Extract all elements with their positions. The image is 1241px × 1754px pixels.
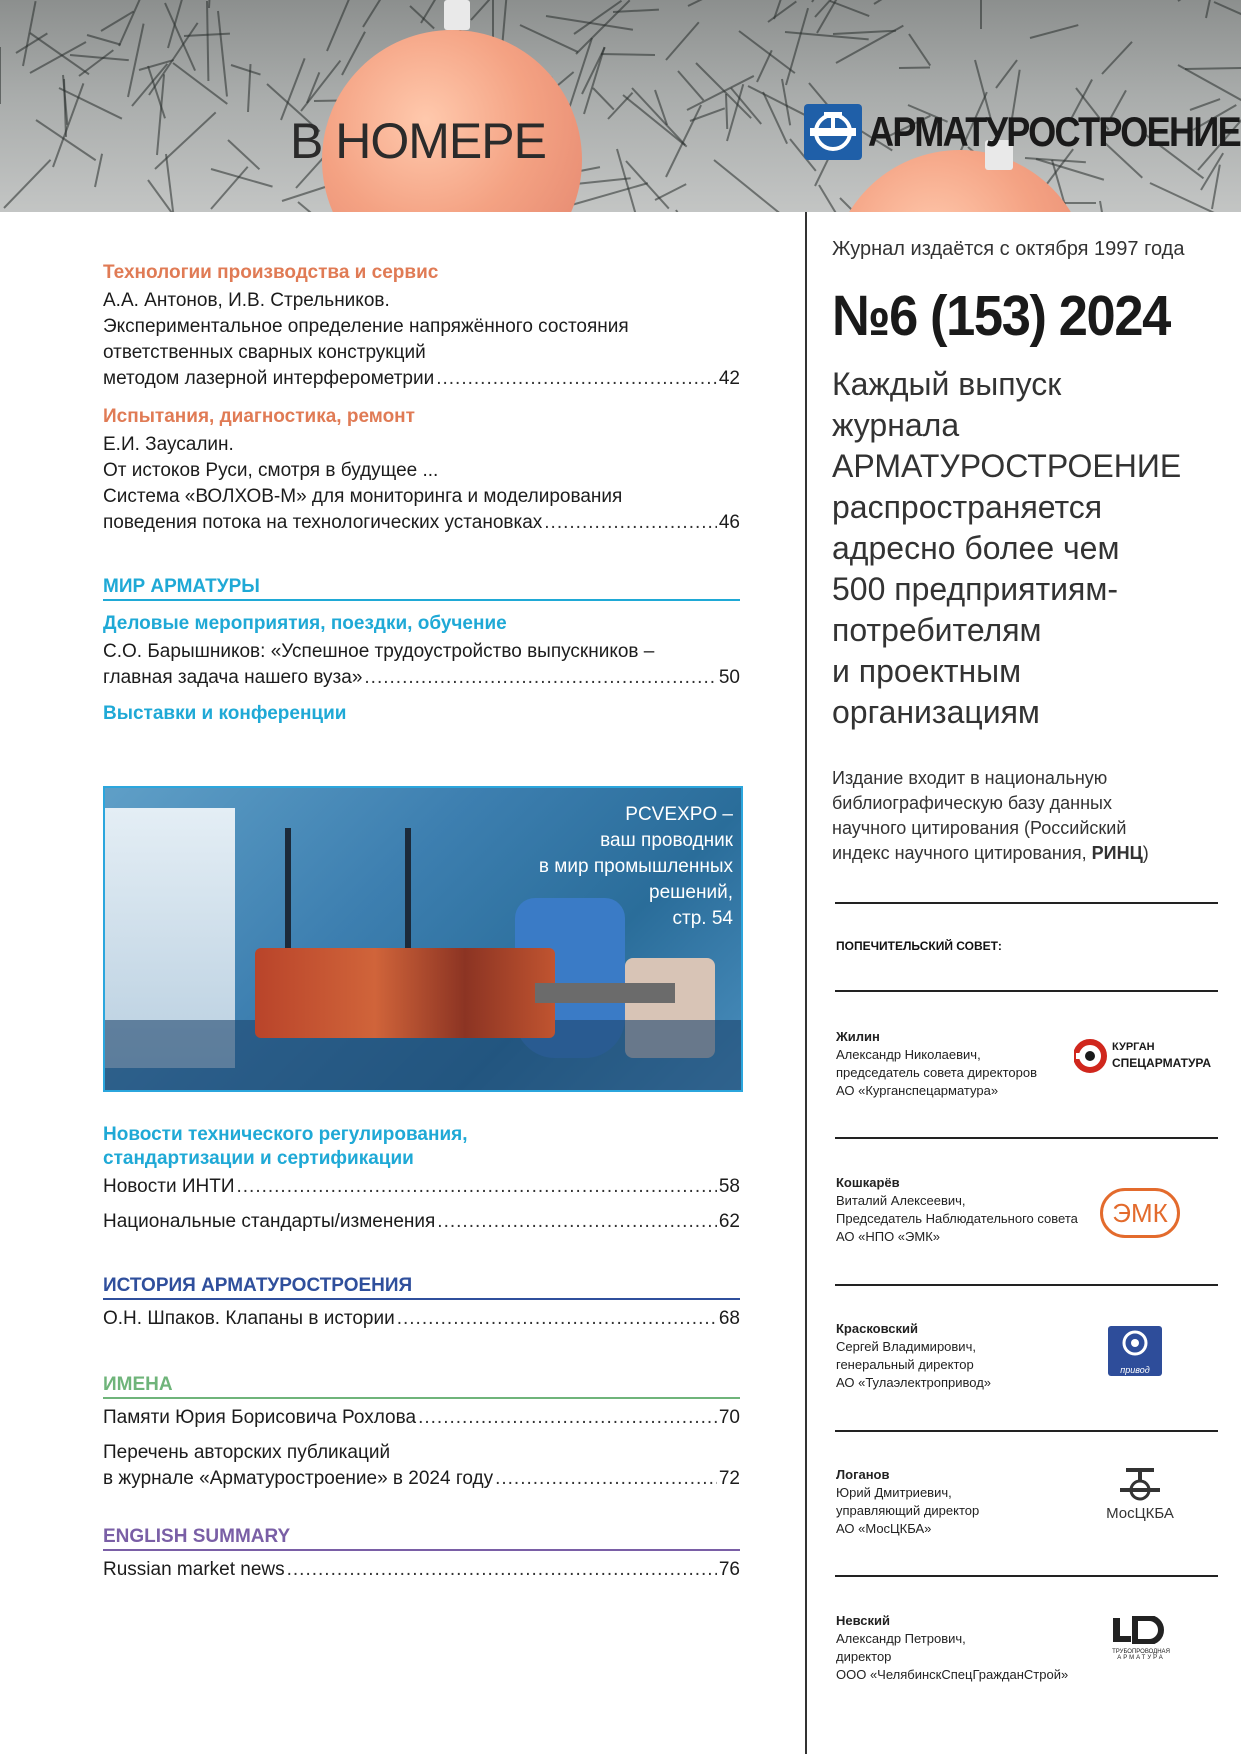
leader-dots	[436, 366, 717, 392]
pine-needle	[1025, 157, 1086, 163]
photo-frame	[405, 828, 411, 968]
pine-needle	[227, 139, 260, 170]
section-heading: Деловые мероприятия, поездки, обучение	[103, 613, 507, 634]
council-member: Невский Александр Петрович, директор ООО «ЧелябинскСпецГражданСтрой»	[836, 1613, 1069, 1682]
section-heading: Испытания, диагностика, ремонт	[103, 406, 415, 427]
ld-logo-icon: ТРУБОПРОВОДНАЯ АРМАТУРА	[1108, 1616, 1174, 1666]
pine-needle	[87, 34, 121, 46]
mosckba-logo-icon: МосЦКБА	[1090, 1466, 1190, 1526]
pine-needle	[59, 87, 123, 119]
pine-needle	[995, 59, 1018, 88]
pine-needle	[326, 0, 357, 51]
page-number: 68	[718, 1308, 740, 1329]
category-heading-mir: МИР АРМАТУРЫ	[103, 576, 740, 601]
toc-entry-title: С.О. Барышников: «Успешное трудоустройство выпускников –	[103, 641, 655, 662]
table-of-contents	[103, 262, 740, 725]
leader-dots	[364, 665, 716, 691]
pine-needle	[592, 87, 614, 110]
toc-entry-authors: Е.И. Заусалин.	[103, 434, 234, 455]
pine-needle	[1101, 41, 1132, 75]
privod-logo-icon: привод	[1108, 1326, 1162, 1376]
toc-entry-title: Russian market news	[103, 1559, 285, 1580]
leader-dots	[397, 1306, 717, 1332]
pine-needle	[3, 159, 51, 209]
page-number: 42	[718, 368, 740, 389]
photo-frame	[285, 828, 291, 968]
pine-needle	[1200, 153, 1224, 191]
pine-needle	[665, 22, 699, 61]
pine-needle	[738, 30, 795, 74]
council-title: ПОПЕЧИТЕЛЬСКИЙ СОВЕТ:	[836, 939, 1002, 953]
toc-entry-title: главная задача нашего вуза»	[103, 667, 363, 688]
publication-since: Журнал издаётся с октября 1997 года	[832, 238, 1185, 260]
header-banner	[0, 0, 1241, 212]
pine-needle	[172, 62, 228, 105]
rinc-notice: Издание входит в национальную библиографическую базу данных научного цитирования (Российский индекс научного цитирования, РИНЦ)	[832, 768, 1149, 863]
section-heading: стандартизации и сертификации	[103, 1148, 414, 1169]
pine-needle	[725, 94, 728, 129]
toc-entry-authors: А.А. Антонов, И.В. Стрельников.	[103, 290, 390, 311]
pine-needle	[1185, 67, 1241, 70]
divider	[835, 1575, 1218, 1577]
toc-entry[interactable]	[103, 1405, 740, 1431]
page-number: 76	[718, 1559, 740, 1580]
kurgan-logo-icon: КУРГАН СПЕЦАРМАТУРА	[1074, 1038, 1204, 1079]
pine-needle	[908, 33, 931, 66]
page-number: 62	[718, 1211, 740, 1232]
pine-needle	[830, 0, 870, 17]
table-of-contents-lower	[103, 1124, 740, 1583]
toc-entry-title: О.Н. Шпаков. Клапаны в истории	[103, 1308, 395, 1329]
toc-entry-title: Система «ВОЛХОВ-М» для мониторинга и моделирования	[103, 486, 623, 507]
toc-entry[interactable]	[103, 432, 740, 536]
pine-needle	[1150, 182, 1218, 212]
magazine-name: АРМАТУРОСТРОЕНИЕ	[868, 108, 1240, 155]
pine-needle	[78, 49, 114, 76]
section-heading: Выставки и конференции	[103, 703, 347, 724]
emk-logo-icon: ЭМК	[1100, 1188, 1180, 1238]
toc-entry-title: Экспериментальное определение напряжённого состояния	[103, 316, 629, 337]
divider	[835, 1137, 1218, 1139]
toc-entry-title: в журнале «Арматуростроение» в 2024 году	[103, 1468, 494, 1489]
leader-dots	[495, 1466, 717, 1492]
pine-needle	[1099, 201, 1110, 212]
toc-entry-title: методом лазерной интерферометрии	[103, 368, 435, 389]
category-heading-names: ИМЕНА	[103, 1374, 740, 1399]
pine-needle	[873, 0, 905, 5]
toc-entry[interactable]	[103, 1306, 740, 1332]
divider	[835, 1284, 1218, 1286]
page-number: 46	[718, 512, 740, 533]
toc-entry-title: Национальные стандарты/изменения	[103, 1211, 436, 1232]
pine-needle	[30, 41, 87, 74]
leader-dots	[236, 1174, 716, 1200]
distribution-blurb: Каждый выпуск журнала АРМАТУРОСТРОЕНИЕ распространяется адресно более чем 500 предприятиям- потребителям и проектным организациям	[832, 366, 1182, 730]
page-number: 50	[718, 667, 740, 688]
pine-needle	[816, 0, 853, 34]
toc-entry[interactable]	[103, 288, 740, 392]
divider	[835, 902, 1218, 904]
toc-entry-title: Новости ИНТИ	[103, 1176, 235, 1197]
category-heading-english: ENGLISH SUMMARY	[103, 1526, 740, 1551]
issue-number: №6 (153) 2024	[832, 284, 1170, 348]
toc-entry[interactable]	[103, 1174, 740, 1200]
pine-needle	[0, 47, 1, 104]
toc-entry-title: ответственных сварных конструкций	[103, 342, 426, 363]
divider	[835, 990, 1218, 992]
photo-shaft	[535, 983, 675, 1003]
pine-needle	[362, 0, 383, 28]
page-number: 58	[718, 1176, 740, 1197]
divider	[835, 1430, 1218, 1432]
council-member: Кошкарёв Виталий Алексеевич, Председатель Наблюдательного совета АО «НПО «ЭМК»	[836, 1175, 1078, 1244]
category-heading-history: ИСТОРИЯ АРМАТУРОСТРОЕНИЯ	[103, 1275, 740, 1300]
section-heading: Технологии производства и сервис	[103, 262, 439, 283]
pine-needle	[767, 1, 796, 23]
page-number: 70	[718, 1407, 740, 1428]
toc-entry-title: Перечень авторских публикаций	[103, 1442, 391, 1463]
toc-entry[interactable]	[103, 1557, 740, 1583]
council-member: Логанов Юрий Дмитриевич, управляющий директор АО «МосЦКБА»	[836, 1467, 980, 1536]
pine-needle	[22, 1, 37, 66]
pine-needle	[785, 8, 809, 85]
pine-needle	[688, 0, 733, 7]
pine-needle	[568, 182, 648, 207]
pine-needle	[980, 0, 982, 29]
toc-entry[interactable]	[103, 1209, 740, 1235]
pine-needle	[231, 64, 261, 75]
pine-needle	[677, 70, 704, 101]
toc-entry-title: От истоков Руси, смотря в будущее ...	[103, 460, 439, 481]
pine-needle	[154, 112, 216, 170]
section-heading: Новости технического регулирования,	[103, 1124, 468, 1145]
exhibition-photo[interactable]	[103, 786, 743, 1092]
photo-caption: PCVEXPO – ваш проводник в мир промышленных решений, стр. 54	[538, 804, 733, 929]
council-member: Красковский Сергей Владимирович, генеральный директор АО «Тулаэлектропривод»	[836, 1321, 992, 1390]
pine-needle	[713, 159, 780, 212]
column-divider	[805, 212, 807, 1754]
ornament-hanger-left	[444, 0, 470, 30]
magazine-logo-icon	[804, 104, 862, 160]
pine-needle	[282, 184, 331, 202]
pine-needle	[297, 201, 332, 212]
pine-needle	[206, 1, 209, 81]
pine-needle	[217, 11, 228, 97]
toc-entry-title: поведения потока на технологических установках	[103, 512, 543, 533]
pine-needle	[520, 24, 579, 53]
toc-entry-title: Памяти Юрия Борисовича Рохлова	[103, 1407, 417, 1428]
pine-needle	[899, 66, 930, 69]
pine-needle	[1030, 24, 1079, 39]
council-member: Жилин Александр Николаевич, председатель совета директоров АО «Курганспецарматура»	[836, 1029, 1037, 1098]
toc-entry[interactable]	[103, 1440, 740, 1492]
pine-needle	[631, 87, 686, 145]
pine-needle	[52, 83, 84, 167]
page-number: 72	[718, 1468, 740, 1489]
page-title: В НОМЕРЕ	[290, 113, 546, 169]
pine-needle	[127, 23, 145, 97]
pine-needle	[1177, 0, 1218, 2]
pine-needle	[208, 0, 212, 8]
pine-needle	[675, 209, 712, 212]
pine-needle	[1178, 64, 1241, 106]
photo-pump-cutaway	[255, 948, 555, 1038]
pine-needle	[1214, 1, 1241, 17]
leader-dots	[437, 1209, 717, 1235]
leader-dots	[287, 1557, 717, 1583]
leader-dots	[418, 1405, 717, 1431]
leader-dots	[544, 510, 717, 536]
toc-entry[interactable]	[103, 639, 740, 691]
pine-needle	[601, 53, 655, 56]
pine-needle	[118, 0, 151, 46]
